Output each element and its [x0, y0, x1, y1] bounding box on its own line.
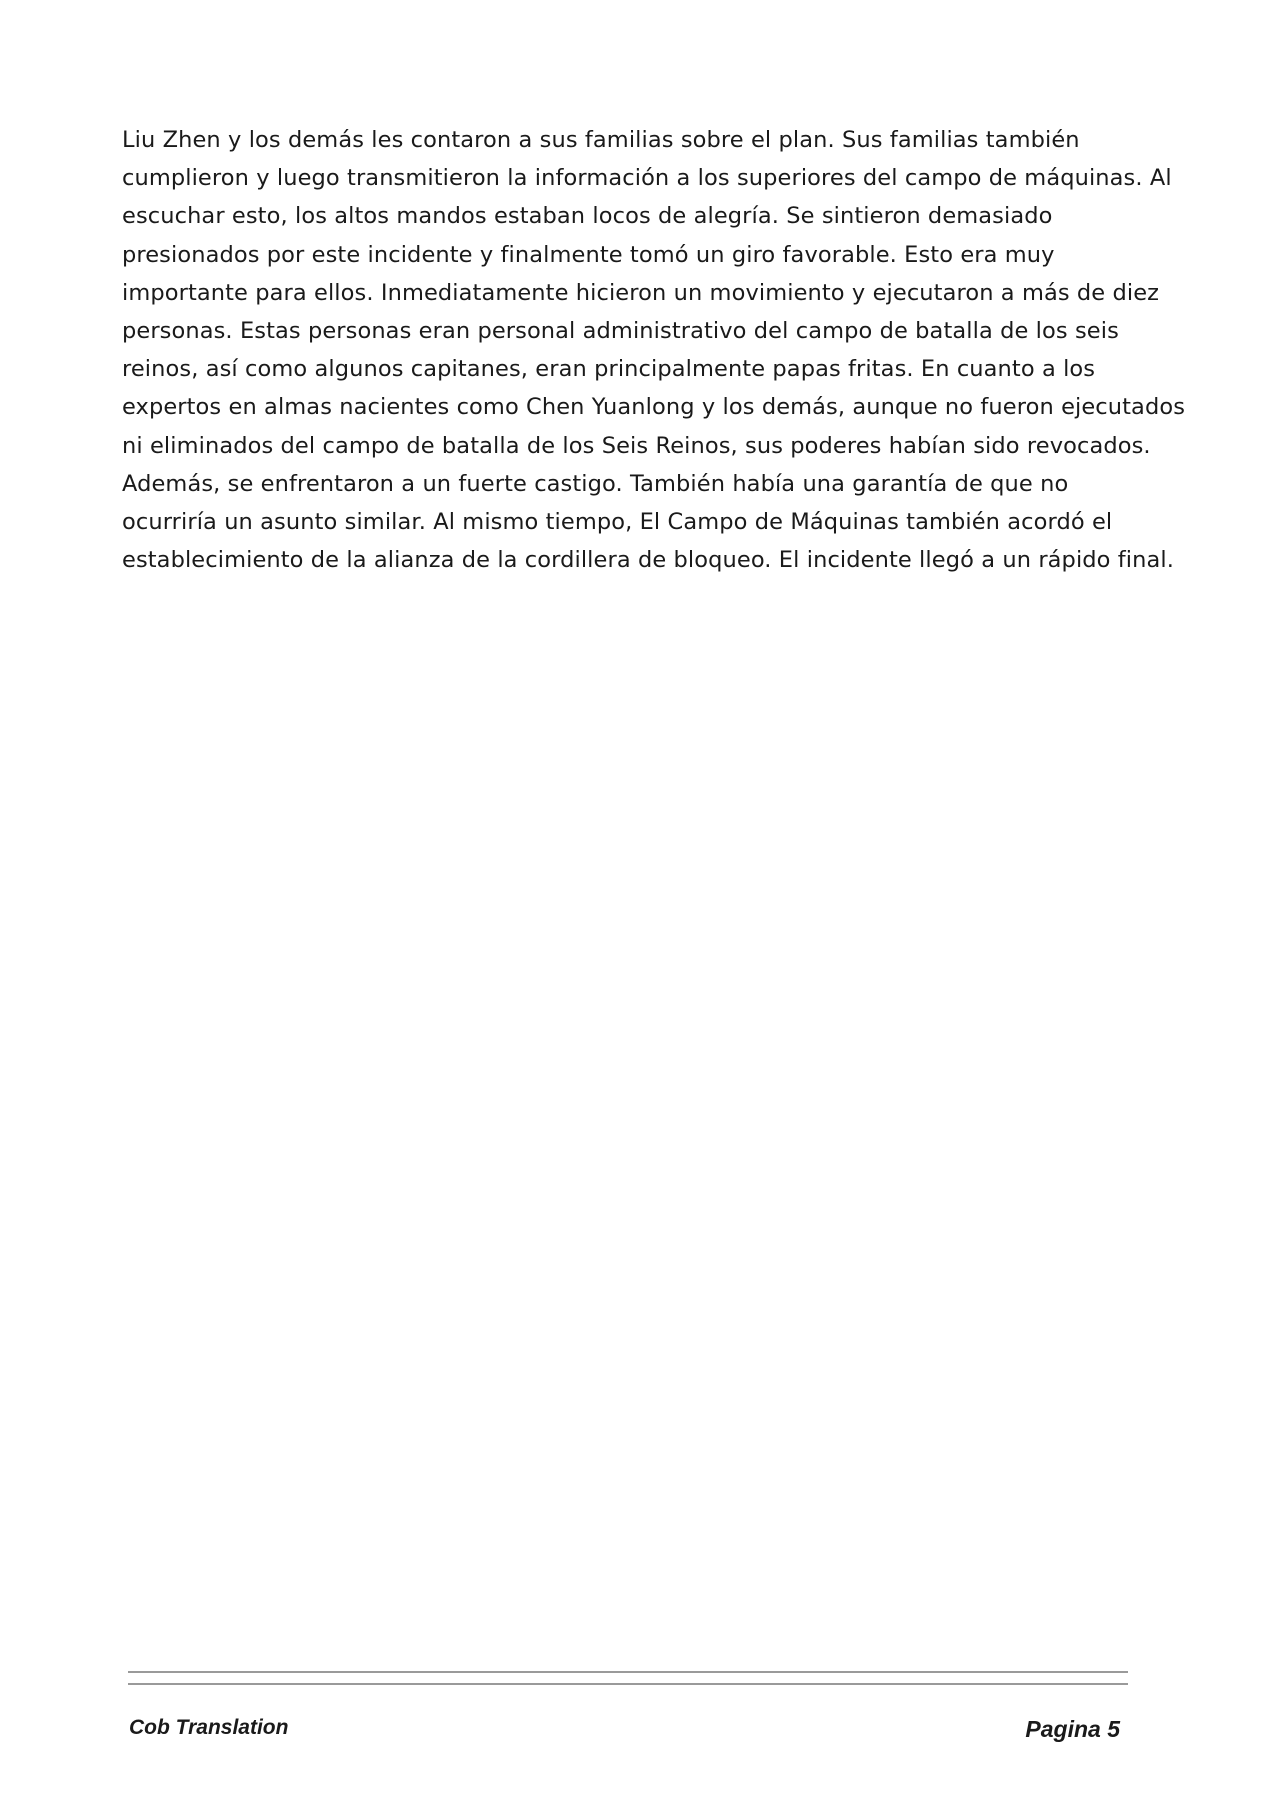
footer-source-label: Cob Translation	[129, 1716, 289, 1739]
paragraph-line: escuchar esto, los altos mandos estaban locos de alegría. Se sintieron demasiado	[122, 203, 1053, 230]
paragraph-line: reinos, así como algunos capitanes, eran principalmente papas fritas. En cuanto a los	[122, 356, 1096, 383]
body-paragraph	[122, 121, 1186, 579]
footer-divider-bottom	[128, 1683, 1128, 1685]
paragraph-line: Además, se enfrentaron a un fuerte castigo. También había una garantía de que no	[122, 470, 1069, 497]
paragraph-line: establecimiento de la alianza de la cordillera de bloqueo. El incidente llegó a un rápido final.	[122, 547, 1175, 574]
paragraph-line: ocurriría un asunto similar. Al mismo tiempo, El Campo de Máquinas también acordó el	[122, 509, 1113, 536]
paragraph-line: Liu Zhen y los demás les contaron a sus familias sobre el plan. Sus familias también	[122, 127, 1080, 153]
paragraph-line: personas. Estas personas eran personal administrativo del campo de batalla de los seis	[122, 318, 1119, 345]
paragraph-line: expertos en almas nacientes como Chen Yuanlong y los demás, aunque no fueron ejecutados	[122, 394, 1186, 421]
footer-divider-top	[128, 1671, 1128, 1673]
paragraph-line: cumplieron y luego transmitieron la información a los superiores del campo de máquinas. Al	[122, 165, 1172, 192]
footer-page-number: Pagina 5	[1025, 1716, 1120, 1742]
paragraph-line: ni eliminados del campo de batalla de los Seis Reinos, sus poderes habían sido revocados.	[122, 432, 1151, 459]
paragraph-line: importante para ellos. Inmediatamente hicieron un movimiento y ejecutaron a más de diez	[122, 279, 1160, 306]
paragraph-line: presionados por este incidente y finalmente tomó un giro favorable. Esto era muy	[122, 241, 1055, 268]
